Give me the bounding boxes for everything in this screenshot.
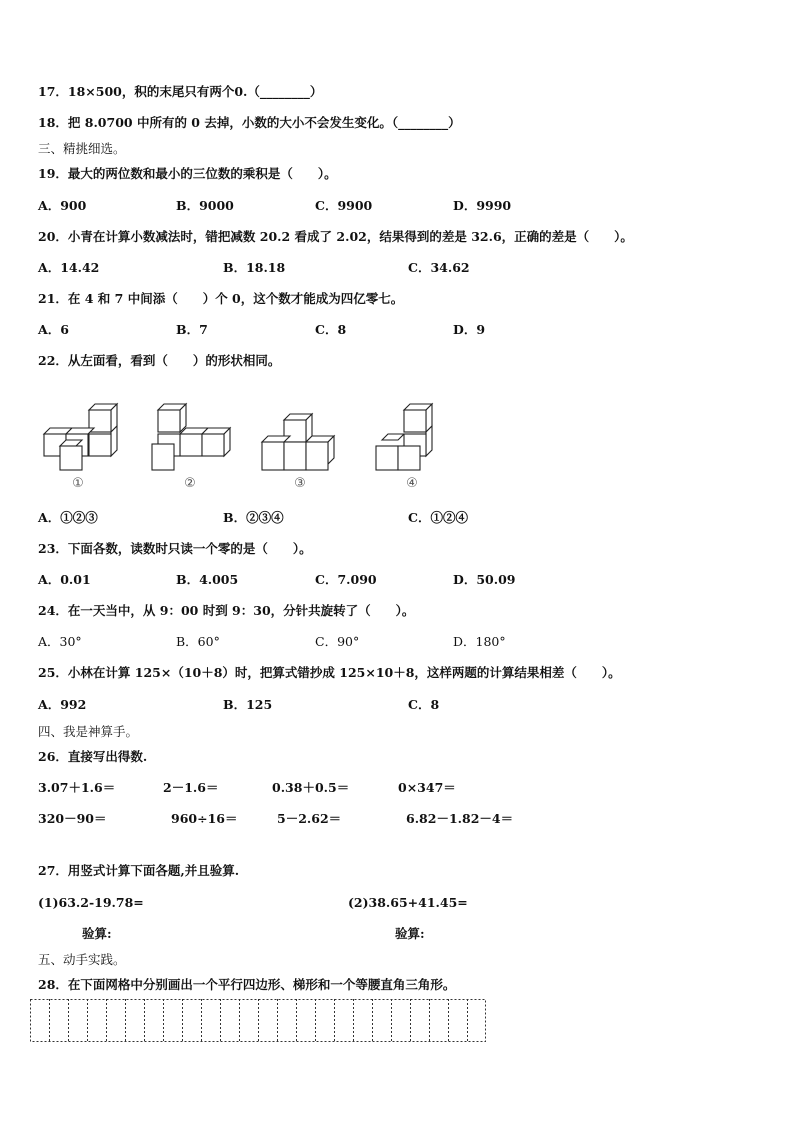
cube-figure-2 (148, 398, 238, 493)
check-label-2: 验算: (395, 926, 425, 941)
calc-4: 0×347＝ (398, 780, 456, 795)
q23-option-d: D．50.09 (453, 572, 516, 587)
drawing-grid[interactable] (30, 999, 486, 1042)
question-24: 24．在一天当中，从 9：00 时到 9：30，分针共旋转了（ ）。 (38, 603, 415, 618)
figure-label-4: ④ (406, 476, 418, 491)
calc-5: 320－90＝ (38, 811, 107, 826)
section-5-title: 五、动手实践。 (38, 952, 126, 967)
q24-option-c: C．90° (315, 634, 360, 649)
question-27: 27．用竖式计算下面各题,并且验算. (38, 863, 240, 878)
q20-option-a: A．14.42 (38, 260, 100, 275)
q25-option-b: B．125 (223, 697, 273, 712)
question-23: 23．下面各数，读数时只读一个零的是（ ）。 (38, 541, 312, 556)
q24-option-a: A．30° (38, 634, 82, 649)
question-28: 28．在下面网格中分别画出一个平行四边形、梯形和一个等腰直角三角形。 (38, 977, 456, 992)
question-21: 21．在 4 和 7 中间添（ ）个 0，这个数才能成为四亿零七。 (38, 291, 404, 306)
question-20: 20．小青在计算小数减法时，错把减数 20.2 看成了 2.02，结果得到的差是 32.6，正确的差是（ ）。 (38, 229, 633, 244)
q19-option-d: D．9990 (453, 198, 512, 213)
q23-option-c: C．7.090 (315, 572, 377, 587)
figure-label-3: ③ (294, 476, 306, 491)
q22-option-a: A．①②③ (38, 510, 98, 525)
q22-option-c: C．①②④ (408, 510, 468, 525)
q24-option-b: B．60° (176, 634, 220, 649)
q21-option-b: B．7 (176, 322, 208, 337)
check-label-1: 验算: (82, 926, 112, 941)
q20-option-b: B．18.18 (223, 260, 286, 275)
question-19: 19．最大的两位数和最小的三位数的乘积是（ ）。 (38, 166, 337, 181)
question-25: 25．小林在计算 125×（10＋8）时，把算式错抄成 125×10＋8，这样两题的计算结果相差（ ）。 (38, 665, 621, 680)
cube-figure-1 (40, 398, 122, 493)
question-22: 22．从左面看，看到（ ）的形状相同。 (38, 353, 281, 368)
calc-3: 0.38＋0.5＝ (272, 780, 350, 795)
q21-option-d: D．9 (453, 322, 486, 337)
cube-figure-4 (372, 398, 442, 493)
q20-option-c: C．34.62 (408, 260, 470, 275)
cube-figure-3 (258, 398, 356, 493)
figure-label-1: ① (72, 476, 84, 491)
calc-1: 3.07＋1.6＝ (38, 780, 116, 795)
question-17: 17．18×500，积的末尾只有两个0.（________） (38, 84, 323, 99)
section-4-title: 四、我是神算手。 (38, 724, 139, 739)
calc-7: 5－2.62＝ (277, 811, 342, 826)
q23-option-a: A．0.01 (38, 572, 91, 587)
calc-6: 960÷16＝ (171, 811, 238, 826)
section-3-title: 三、精挑细选。 (38, 141, 126, 156)
q19-option-a: A．900 (38, 198, 87, 213)
q21-option-a: A．6 (38, 322, 69, 337)
vertical-calc-2: (2)38.65+41.45= (348, 895, 468, 910)
q25-option-c: C．8 (408, 697, 440, 712)
figure-label-2: ② (184, 476, 196, 491)
q24-option-d: D．180° (453, 634, 506, 649)
q19-option-c: C．9900 (315, 198, 373, 213)
q21-option-c: C．8 (315, 322, 347, 337)
q19-option-b: B．9000 (176, 198, 234, 213)
q25-option-a: A．992 (38, 697, 87, 712)
q23-option-b: B．4.005 (176, 572, 239, 587)
calc-8: 6.82－1.82－4＝ (406, 811, 514, 826)
question-18: 18．把 8.0700 中所有的 0 去掉，小数的大小不会发生变化。（________） (38, 115, 461, 130)
vertical-calc-1: (1)63.2-19.78= (38, 895, 144, 910)
q22-option-b: B．②③④ (223, 510, 284, 525)
question-26: 26．直接写出得数. (38, 749, 148, 764)
calc-2: 2－1.6＝ (163, 780, 219, 795)
